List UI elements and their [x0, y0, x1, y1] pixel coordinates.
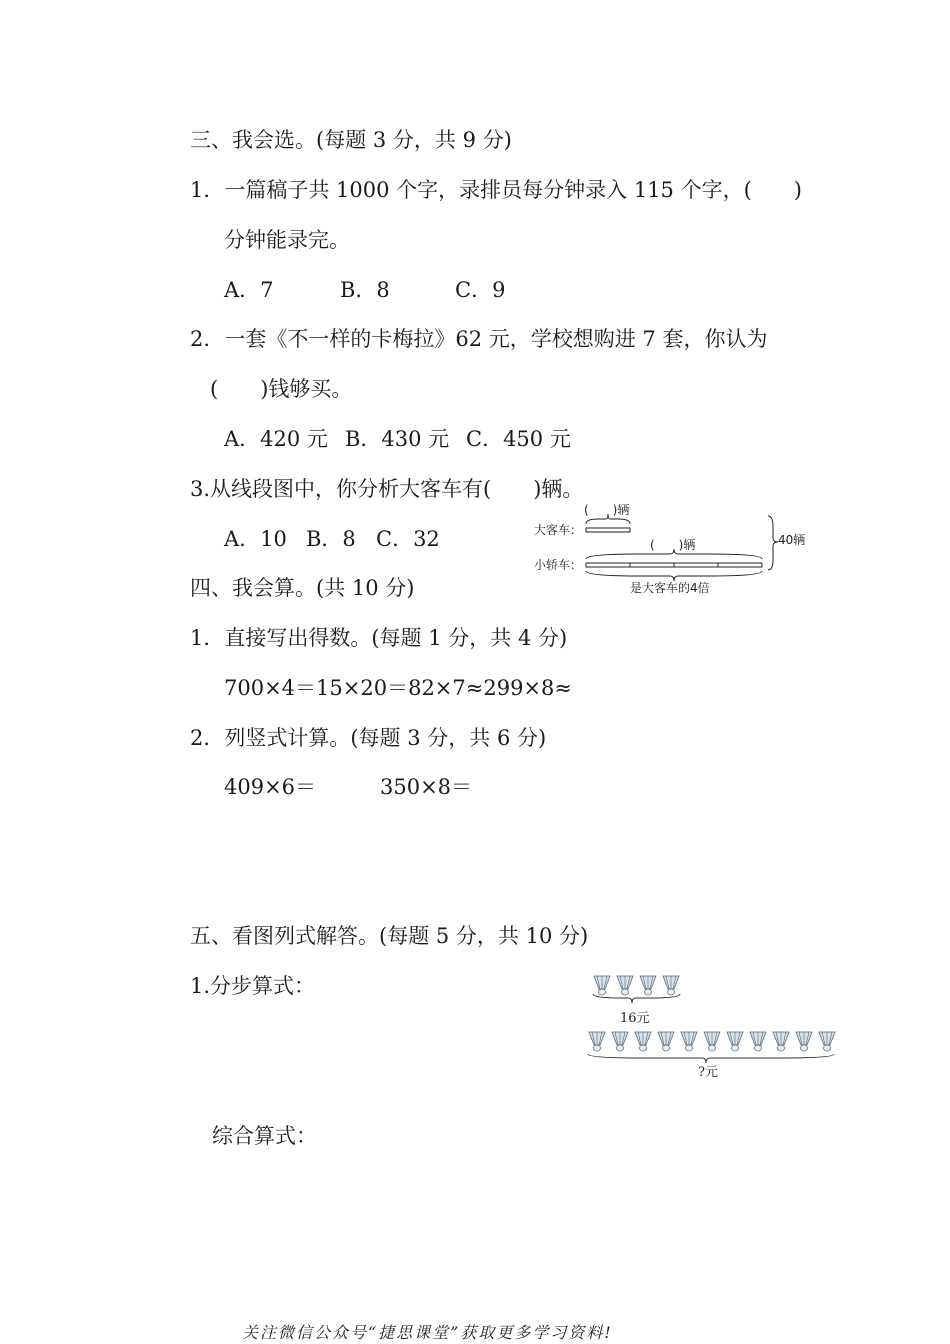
q1-text-line1: 1．一篇稿子共 1000 个字，录排员每分钟录入 115 个字，( ): [190, 178, 802, 202]
q3-text: 3.从线段图中，你分析大客车有( )辆。: [190, 477, 584, 501]
calc-q1-items: 700×4＝15×20＝82×7≈299×8≈: [224, 676, 572, 700]
calc-q2-title: 2．列竖式计算。(每题 3 分，共 6 分): [190, 726, 547, 750]
section5-heading: 五、看图列式解答。(每题 5 分，共 10 分): [190, 924, 589, 948]
top-price: 16元: [620, 1011, 650, 1026]
q1-text-line2: 分钟能录完。: [224, 228, 350, 252]
shuttlecock-top-4: [663, 976, 679, 995]
section4-heading: 四、我会算。(共 10 分): [190, 576, 415, 600]
total-label: 40辆: [778, 533, 806, 547]
section3-heading: 三、我会选。(每题 3 分，共 9 分): [190, 128, 512, 152]
bus-segment: [586, 528, 630, 532]
shuttlecock-bottom-8: [750, 1032, 766, 1051]
calc-q2-item-1: 409×6＝: [224, 775, 317, 799]
q3-option-a: A．10: [224, 527, 287, 551]
bus-label: 大客车：: [534, 523, 583, 537]
shuttlecock-bottom-9: [773, 1032, 789, 1051]
q1-option-b: B．8: [340, 278, 390, 302]
shuttlecock-bottom-11: [819, 1032, 835, 1051]
shuttlecock-bottom-5: [681, 1032, 697, 1051]
q3-option-b: B．8: [306, 527, 356, 551]
bottom-price: ?元: [698, 1065, 718, 1080]
q1-option-c: C．9: [455, 278, 506, 302]
q2-option-c: C．450 元: [466, 427, 571, 451]
bottom-brace: [588, 1054, 834, 1063]
shuttlecock-figure: [580, 970, 850, 1085]
step-formula-label: 1.分步算式：: [190, 974, 316, 998]
top-brace: [593, 994, 680, 1003]
shuttlecock-bottom-2: [612, 1032, 628, 1051]
q2-option-a: A．420 元: [224, 427, 328, 451]
total-brace: [768, 516, 778, 570]
footer-note: 关注微信公众号“捷思课堂”获取更多学习资料!: [242, 1323, 613, 1342]
shuttlecock-bottom-1: [589, 1032, 605, 1051]
car-blank: ( )辆: [650, 538, 696, 552]
shuttlecock-bottom-3: [635, 1032, 651, 1051]
shuttlecock-bottom-10: [796, 1032, 812, 1051]
q3-option-c: C．32: [376, 527, 440, 551]
segment-diagram: [520, 500, 820, 600]
bus-blank: ( )辆: [584, 503, 630, 517]
shuttlecock-top-2: [617, 976, 633, 995]
shuttlecock-bottom-6: [704, 1032, 720, 1051]
shuttlecock-top-1: [594, 976, 610, 995]
q2-text-line1: 2．一套《不一样的卡梅拉》62 元，学校想购进 7 套，你认为: [190, 327, 768, 351]
shuttlecock-bottom-4: [658, 1032, 674, 1051]
q2-text-line2: ( )钱够买。: [210, 377, 353, 401]
shuttlecock-bottom-7: [727, 1032, 743, 1051]
shuttlecock-top-3: [640, 976, 656, 995]
multiple-note: 是大客车的4倍: [630, 581, 710, 595]
car-label: 小轿车：: [534, 558, 583, 572]
q1-option-a: A．7: [224, 278, 274, 302]
calc-q2-item-2: 350×8＝: [380, 775, 473, 799]
combined-formula-label: 综合算式：: [212, 1124, 317, 1148]
q2-option-b: B．430 元: [345, 427, 450, 451]
calc-q1-title: 1．直接写出得数。(每题 1 分，共 4 分): [190, 626, 568, 650]
car-bottom-brace: [586, 571, 762, 581]
